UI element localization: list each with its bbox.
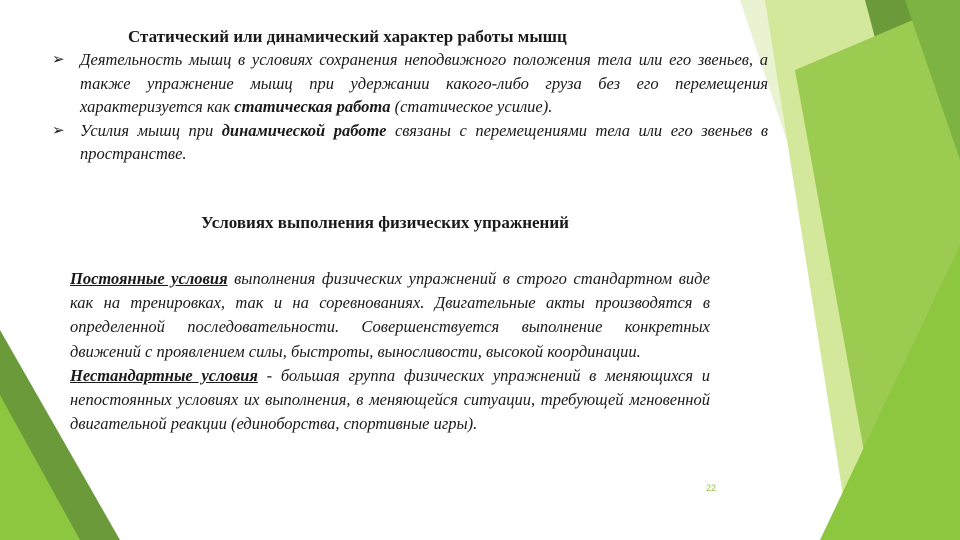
- section-subtitle: Условиях выполнения физических упражнений: [201, 213, 569, 232]
- bullet-bold-term: динамической работе: [221, 120, 387, 140]
- term-nonstandard-conditions: Нестандартные условия: [70, 365, 258, 385]
- arrow-bullet-icon: ➢: [52, 50, 65, 68]
- bullet-item-dynamic: [52, 119, 768, 166]
- nonstandard-conditions-text: - большая группа физических упражнений в меняющихся и непостоянных условиях их выполнения, в меняющейся ситуации, требующей мгновенной двигательной реакции (единоборства, спортивные игры).: [70, 365, 711, 434]
- bullet-text-end: связаны с перемещениями тела или его звеньев в пространстве.: [80, 120, 769, 163]
- bullet-item-static: [52, 48, 768, 119]
- bullet-text-end: (статическое усилие).: [390, 97, 553, 116]
- conditions-paragraph: [70, 267, 710, 436]
- slide-title: Статический или динамический характер работы мышц: [128, 27, 567, 46]
- bullet-text: Усилия мышц при: [80, 120, 222, 140]
- page-number: 22: [706, 483, 717, 493]
- bullet-bold-term: статическая работа: [234, 97, 391, 116]
- arrow-bullet-icon: ➢: [52, 120, 65, 139]
- constant-conditions-text: выполнения физических упражнений в строго стандартном виде как на тренировках, так и на соревнованиях. Двигательные акты производятся в определенной последовательности. Совершенствуется выполнение конкретных движений с проявлением силы, быстроты, выносливости, высокой координации.: [70, 269, 710, 361]
- bullet-text: Деятельность мышц в условиях сохранения неподвижного положения тела или его звеньев, а также упражнение мышц при удержании какого-либо груза без его перемещения характеризуется как: [80, 50, 768, 116]
- term-constant-conditions: Постоянные условия: [70, 269, 228, 288]
- bullet-list: [52, 48, 768, 166]
